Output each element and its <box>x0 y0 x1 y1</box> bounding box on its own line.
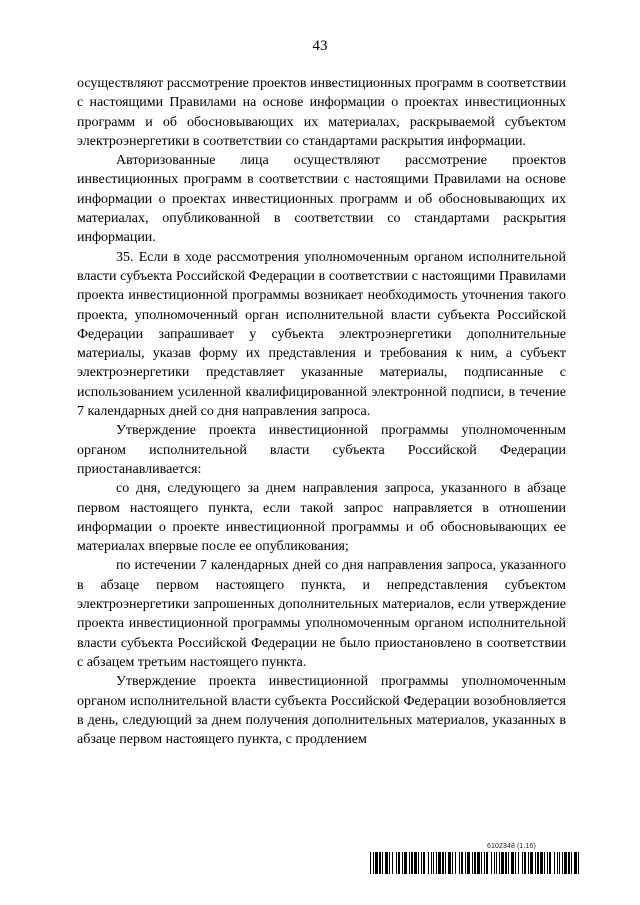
document-body <box>77 74 566 749</box>
paragraph-continuation: осуществляют рассмотрение проектов инвестиционных программ в соответствии с настоящими Правилами на основе информации о проектах инвестиционных программ и об обосновывающих их материалах, раскрываемой субъектом электроэнергетики в соответствии со стандартами раскрытия информации. <box>77 76 566 149</box>
paragraph-clause-35: 35. Если в ходе рассмотрения уполномоченным органом исполнительной власти субъекта Российской Федерации в соответствии с настоящими Правилами проекта инвестиционной программы возникает необходимость уточнения такого проекта, уполномоченный орган исполнительной власти субъекта Российской Федерации запрашивает у субъекта электроэнергетики дополнительные материалы, указав форму их представления и требования к ним, а субъект электроэнергетики представляет указанные материалы, подписанные с использованием усиленной квалифицированной электронной подписи, в течение 7 календарных дней со дня направления запроса. <box>77 249 566 420</box>
page-number: 43 <box>312 38 328 54</box>
barcode-icon <box>370 852 580 874</box>
paragraph-suspension-case-2: по истечении 7 календарных дней со дня направления запроса, указанного в абзаце первом настоящего пункта, и непредставления субъектом электроэнергетики запрошенных дополнительных материалов, если утверждение проекта инвестиционной программы уполномоченным органом исполнительной власти субъекта Российской Федерации не было приостановлено в соответствии с абзацем третьим настоящего пункта. <box>77 558 566 670</box>
paragraph-authorized-persons: Авторизованные лица осуществляют рассмотрение проектов инвестиционных программ в соответствии с настоящими Правилами на основе информации о проектах инвестиционных программ и об обосновывающих их материалах, опубликованной в соответствии со стандартами раскрытия информации. <box>77 153 566 246</box>
paragraph-approval-suspended: Утверждение проекта инвестиционной программы уполномоченным органом исполнительной власти субъекта Российской Федерации приостанавливается: <box>77 423 566 477</box>
paragraph-approval-resumed: Утверждение проекта инвестиционной программы уполномоченным органом исполнительной власти субъекта Российской Федерации возобновляется в день, следующий за днем получения дополнительных материалов, указанных в абзаце первом настоящего пункта, с продлением <box>77 674 566 748</box>
paragraph-suspension-case-1: со дня, следующего за днем направления запроса, указанного в абзаце первом настоящего пункта, если такой запрос направляется в отношении информации о проекте инвестиционной программы и об обосновывающих ее материалах впервые после ее опубликования; <box>77 481 566 555</box>
document-code: 6102348 (1.16) <box>487 843 536 850</box>
